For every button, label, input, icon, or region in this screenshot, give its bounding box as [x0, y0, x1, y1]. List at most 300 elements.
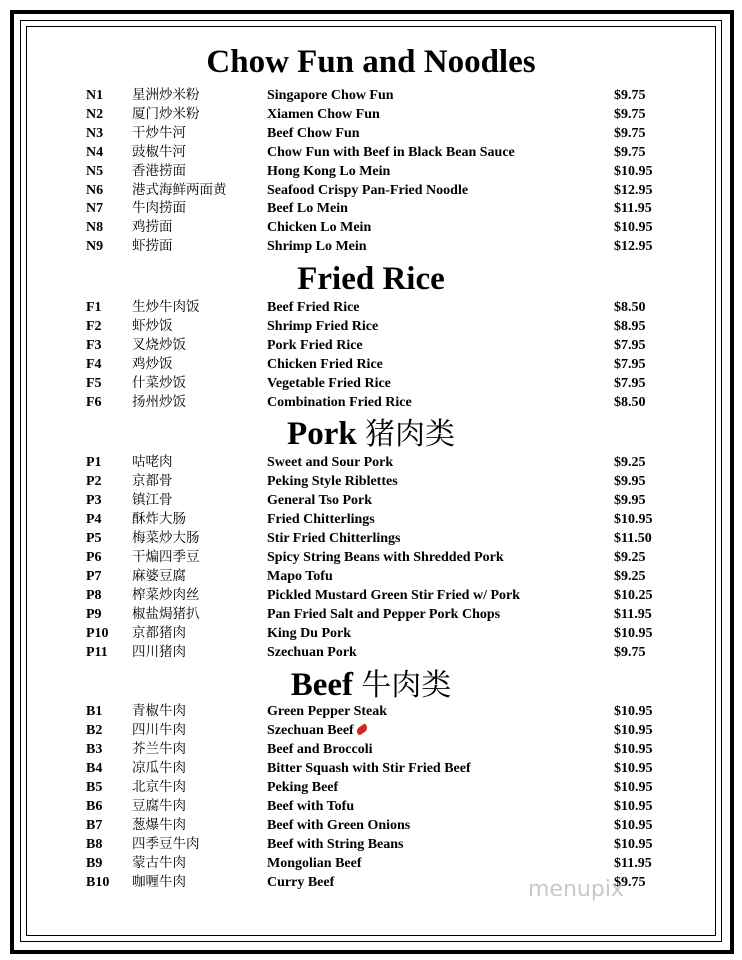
- item-code: [86, 529, 102, 548]
- item-name-en-text: King Du Pork: [267, 626, 352, 641]
- item-name-en-text: Beef with String Beans: [267, 837, 404, 852]
- item-code: [86, 298, 102, 317]
- item-name-zh: [132, 336, 186, 355]
- item-name-en-text: Shrimp Fried Rice: [267, 319, 379, 334]
- item-name-zh-text: 虾捞面: [132, 238, 173, 255]
- item-name-en: [267, 586, 520, 605]
- item-name-en: [267, 472, 398, 491]
- item-name-zh-text: 鸡捞面: [132, 219, 173, 236]
- item-code-text: P8: [86, 588, 102, 603]
- item-name-en: [267, 702, 387, 721]
- item-name-en: [267, 548, 504, 567]
- chili-pepper-icon: [355, 723, 369, 736]
- item-name-en-text: Seafood Crispy Pan-Fried Noodle: [267, 182, 469, 198]
- item-code: [86, 835, 102, 854]
- menu-item: [0, 873, 742, 892]
- item-name-zh: [132, 835, 200, 854]
- item-name-en-text: Green Pepper Steak: [267, 704, 388, 719]
- item-name-en: [267, 491, 372, 510]
- item-name-en: [267, 778, 338, 797]
- item-name-en: [267, 567, 333, 586]
- item-price-text: $10.25: [614, 588, 653, 603]
- item-code-text: B2: [86, 723, 103, 738]
- item-price-text: $9.75: [614, 144, 646, 160]
- item-price-text: $11.95: [614, 856, 652, 871]
- item-name-zh-text: 豉椒牛河: [132, 143, 186, 160]
- item-name-zh-text: 蒙古牛肉: [132, 855, 186, 871]
- item-name-en: [267, 86, 394, 105]
- menu-item: [0, 199, 742, 218]
- item-name-zh-text: 咖喱牛肉: [132, 874, 186, 890]
- item-code-text: B7: [86, 818, 103, 833]
- item-code-text: F6: [86, 395, 102, 410]
- item-code-text: P4: [86, 512, 102, 527]
- item-price-text: $8.95: [614, 319, 646, 334]
- item-name-zh-text: 麻婆豆腐: [132, 568, 186, 584]
- item-price: [614, 586, 653, 605]
- item-name-zh-text: 酥炸大肠: [132, 511, 186, 527]
- item-price: [614, 721, 653, 740]
- item-name-en: [267, 835, 404, 854]
- item-price: [614, 86, 646, 105]
- item-name-en: [267, 124, 360, 143]
- item-name-en: [267, 237, 367, 256]
- item-name-en: [267, 393, 412, 412]
- item-name-zh-text: 北京牛肉: [132, 779, 186, 795]
- item-price: [614, 181, 653, 200]
- item-name-zh: [132, 162, 186, 181]
- item-code: [86, 740, 102, 759]
- item-code-text: B4: [86, 761, 103, 776]
- item-code-text: N3: [86, 125, 104, 141]
- item-name-en: [267, 143, 515, 162]
- item-name-zh: [132, 374, 186, 393]
- item-name-en-text: Szechuan Pork: [267, 645, 357, 660]
- item-price-text: $10.95: [614, 723, 653, 738]
- item-code-text: N1: [86, 88, 104, 103]
- item-code: [86, 605, 102, 624]
- item-price-text: $7.95: [614, 376, 646, 391]
- item-price: [614, 702, 653, 721]
- item-code-text: B6: [86, 799, 103, 814]
- section-title-zh: 猪肉类: [364, 417, 455, 452]
- item-name-zh: [132, 143, 186, 162]
- item-price: [614, 317, 646, 336]
- item-price-text: $11.95: [614, 201, 652, 217]
- item-name-en: [267, 797, 354, 816]
- item-code: [86, 374, 102, 393]
- item-price-text: $10.95: [614, 626, 653, 641]
- item-name-en: [267, 721, 368, 740]
- item-name-zh: [132, 199, 186, 218]
- item-code: [86, 393, 102, 412]
- item-code: [86, 854, 102, 873]
- item-name-en: [267, 181, 468, 200]
- menu-item: [0, 393, 742, 412]
- menu-item: [0, 218, 742, 237]
- item-code: [86, 181, 103, 200]
- item-name-en-text: Beef with Tofu: [267, 799, 355, 814]
- item-name-en: [267, 510, 375, 529]
- item-price-text: $9.25: [614, 455, 646, 470]
- item-name-zh-text: 干炒牛河: [132, 124, 186, 141]
- item-price-text: $10.95: [614, 163, 653, 179]
- item-price: [614, 472, 646, 491]
- item-code: [86, 624, 109, 643]
- item-price: [614, 237, 653, 256]
- item-code: [86, 759, 102, 778]
- menu-item: [0, 605, 742, 624]
- section-title: [0, 261, 742, 297]
- item-price-text: $8.50: [614, 395, 646, 410]
- item-code: [86, 778, 102, 797]
- item-price-text: $9.75: [614, 88, 646, 103]
- menu-item: [0, 162, 742, 181]
- item-code: [86, 797, 102, 816]
- item-price: [614, 740, 653, 759]
- section-title-zh: 牛肉类: [361, 668, 452, 703]
- item-name-zh: [132, 778, 186, 797]
- item-name-en-text: Chicken Fried Rice: [267, 357, 383, 372]
- item-code-text: N7: [86, 201, 104, 217]
- menu-item: [0, 643, 742, 662]
- item-name-zh-text: 干煸四季豆: [132, 549, 200, 565]
- item-price-text: $8.50: [614, 300, 646, 315]
- item-name-en: [267, 873, 334, 892]
- item-name-en-text: Chow Fun with Beef in Black Bean Sauce: [267, 144, 515, 160]
- item-price-text: $10.95: [614, 799, 653, 814]
- item-name-en-text: Mapo Tofu: [267, 569, 333, 584]
- item-name-en-text: Chicken Lo Mein: [267, 220, 372, 236]
- menupix-watermark: menupix: [528, 877, 624, 902]
- item-price: [614, 624, 653, 643]
- item-name-en-text: Sweet and Sour Pork: [267, 455, 394, 470]
- item-name-zh-text: 星洲炒米粉: [132, 87, 200, 103]
- item-name-zh-text: 梅菜炒大肠: [132, 530, 200, 546]
- item-price: [614, 355, 646, 374]
- item-price-text: $9.75: [614, 125, 646, 141]
- item-code-text: N2: [86, 106, 104, 122]
- item-code-text: F4: [86, 357, 102, 372]
- item-name-en-text: Beef Lo Mein: [267, 201, 348, 217]
- item-code: [86, 336, 102, 355]
- item-price-text: $9.75: [614, 645, 646, 660]
- item-code: [86, 86, 103, 105]
- menu-item: [0, 586, 742, 605]
- item-code: [86, 355, 102, 374]
- item-name-zh: [132, 237, 173, 256]
- item-name-en-text: Beef with Green Onions: [267, 818, 411, 833]
- item-name-en-text: Shrimp Lo Mein: [267, 239, 367, 255]
- item-code-text: N4: [86, 144, 104, 160]
- item-name-en: [267, 740, 373, 759]
- item-code: [86, 586, 102, 605]
- item-name-zh-text: 叉烧炒饭: [132, 337, 186, 353]
- item-name-zh: [132, 298, 200, 317]
- menu-item: [0, 355, 742, 374]
- item-name-en-text: Singapore Chow Fun: [267, 88, 394, 103]
- item-name-zh: [132, 759, 186, 778]
- item-price: [614, 162, 653, 181]
- item-price: [614, 298, 646, 317]
- item-price-text: $10.95: [614, 704, 653, 719]
- item-name-zh: [132, 548, 200, 567]
- menu-item: [0, 702, 742, 721]
- item-name-zh-text: 四季豆牛肉: [132, 836, 200, 852]
- item-price: [614, 143, 646, 162]
- item-code: [86, 453, 102, 472]
- item-name-zh: [132, 854, 186, 873]
- item-name-zh: [132, 355, 173, 374]
- item-code: [86, 567, 102, 586]
- item-name-zh: [132, 624, 186, 643]
- item-name-en-text: Peking Style Riblettes: [267, 474, 398, 489]
- item-code-text: P10: [86, 626, 109, 641]
- section-title-en: Pork: [287, 416, 357, 452]
- item-name-en: [267, 854, 362, 873]
- item-name-en-text: General Tso Pork: [267, 493, 373, 508]
- item-price: [614, 605, 652, 624]
- menu-item: [0, 548, 742, 567]
- item-code-text: B10: [86, 875, 110, 890]
- item-name-en-text: Mongolian Beef: [267, 856, 362, 871]
- menu-item: [0, 336, 742, 355]
- item-price: [614, 491, 646, 510]
- item-name-zh: [132, 740, 186, 759]
- menu-item: [0, 472, 742, 491]
- item-price: [614, 124, 646, 143]
- item-name-en-text: Bitter Squash with Stir Fried Beef: [267, 761, 471, 776]
- item-name-en-text: Xiamen Chow Fun: [267, 106, 380, 122]
- item-code: [86, 162, 103, 181]
- item-name-zh: [132, 317, 173, 336]
- item-code: [86, 105, 103, 124]
- item-price-text: $7.95: [614, 338, 646, 353]
- menu-item: [0, 510, 742, 529]
- item-code-text: N5: [86, 163, 104, 179]
- item-name-en: [267, 816, 410, 835]
- item-code-text: N6: [86, 182, 104, 198]
- item-code-text: P6: [86, 550, 102, 565]
- item-code-text: B9: [86, 856, 103, 871]
- item-name-zh: [132, 510, 186, 529]
- item-price: [614, 510, 653, 529]
- item-price-text: $10.95: [614, 837, 653, 852]
- section-title: [0, 667, 742, 704]
- menu-item: [0, 624, 742, 643]
- menu-item: [0, 854, 742, 873]
- menu-item: [0, 797, 742, 816]
- item-name-zh-text: 京都猪肉: [132, 625, 186, 641]
- item-price: [614, 567, 646, 586]
- item-name-en-text: Beef Fried Rice: [267, 300, 360, 315]
- item-code-text: B8: [86, 837, 103, 852]
- item-name-zh-text: 镇江骨: [132, 492, 173, 508]
- item-code-text: N8: [86, 220, 104, 236]
- menu-item: [0, 237, 742, 256]
- item-name-zh: [132, 86, 200, 105]
- menu-item: [0, 778, 742, 797]
- item-code-text: P2: [86, 474, 102, 489]
- section-title: [0, 44, 742, 80]
- menu-item: [0, 181, 742, 200]
- menu-item: [0, 298, 742, 317]
- item-name-zh-text: 凉瓜牛肉: [132, 760, 186, 776]
- menu-item: [0, 529, 742, 548]
- item-price-text: $7.95: [614, 357, 646, 372]
- item-name-zh-text: 鸡炒饭: [132, 356, 173, 372]
- item-code-text: F3: [86, 338, 102, 353]
- item-name-en-text: Vegetable Fried Rice: [267, 376, 391, 391]
- item-price: [614, 854, 652, 873]
- item-name-en: [267, 453, 393, 472]
- item-price: [614, 374, 646, 393]
- item-price-text: $10.95: [614, 780, 653, 795]
- item-price-text: $9.25: [614, 550, 646, 565]
- menu-item: [0, 567, 742, 586]
- item-code-text: B3: [86, 742, 103, 757]
- item-code-text: P1: [86, 455, 102, 470]
- item-code-text: B1: [86, 704, 103, 719]
- item-price-text: $9.25: [614, 569, 646, 584]
- item-name-zh: [132, 643, 186, 662]
- item-price-text: $10.95: [614, 220, 653, 236]
- item-name-en: [267, 605, 500, 624]
- item-name-zh-text: 四川猪肉: [132, 644, 186, 660]
- section-title-en: Chow Fun and Noodles: [206, 44, 536, 80]
- item-name-en: [267, 529, 401, 548]
- item-name-en-text: Combination Fried Rice: [267, 395, 412, 410]
- item-name-en-text: Beef Chow Fun: [267, 125, 360, 141]
- item-code: [86, 721, 102, 740]
- item-name-en: [267, 298, 360, 317]
- item-name-en: [267, 374, 391, 393]
- item-price: [614, 199, 652, 218]
- item-price-text: $9.75: [614, 875, 646, 890]
- item-price-text: $12.95: [614, 239, 653, 255]
- item-code: [86, 218, 103, 237]
- menu-item: [0, 143, 742, 162]
- item-name-en: [267, 199, 348, 218]
- section-title-en: Beef: [290, 667, 354, 703]
- item-name-zh: [132, 529, 200, 548]
- item-name-zh-text: 扬州炒饭: [132, 394, 186, 410]
- item-price: [614, 453, 646, 472]
- item-code-text: B5: [86, 780, 103, 795]
- item-name-en: [267, 105, 380, 124]
- item-name-zh-text: 牛肉捞面: [132, 200, 186, 217]
- item-code: [86, 702, 102, 721]
- item-code: [86, 548, 102, 567]
- item-price: [614, 759, 653, 778]
- item-code-text: P7: [86, 569, 102, 584]
- item-price: [614, 797, 653, 816]
- item-price-text: $12.95: [614, 182, 653, 198]
- item-name-en-text: Szechuan Beef: [267, 723, 354, 738]
- menu-item: [0, 86, 742, 105]
- item-price-text: $10.95: [614, 818, 653, 833]
- item-name-zh-text: 芥兰牛肉: [132, 741, 186, 757]
- item-price: [614, 529, 652, 548]
- section-title: [0, 416, 742, 453]
- item-name-zh: [132, 453, 173, 472]
- item-code: [86, 143, 103, 162]
- item-name-zh: [132, 567, 186, 586]
- item-price-text: $10.95: [614, 761, 653, 776]
- item-code-text: F2: [86, 319, 102, 334]
- menu-item: [0, 816, 742, 835]
- item-code: [86, 643, 108, 662]
- item-code: [86, 510, 102, 529]
- item-code-text: F5: [86, 376, 102, 391]
- item-name-zh: [132, 702, 186, 721]
- item-name-en-text: Beef and Broccoli: [267, 742, 373, 757]
- item-name-zh-text: 香港捞面: [132, 162, 186, 179]
- item-price-text: $11.50: [614, 531, 652, 546]
- item-name-zh: [132, 124, 186, 143]
- item-name-en: [267, 218, 371, 237]
- item-price: [614, 393, 646, 412]
- item-name-zh: [132, 797, 186, 816]
- item-name-zh: [132, 218, 173, 237]
- item-name-en-text: Pan Fried Salt and Pepper Pork Chops: [267, 607, 501, 622]
- menu-item: [0, 374, 742, 393]
- item-code-text: P11: [86, 645, 108, 660]
- item-name-en-text: Hong Kong Lo Mein: [267, 163, 391, 179]
- item-code: [86, 491, 102, 510]
- item-price-text: $9.75: [614, 106, 646, 122]
- item-name-zh: [132, 605, 200, 624]
- item-code: [86, 199, 103, 218]
- item-code-text: N9: [86, 239, 104, 255]
- item-name-zh-text: 虾炒饭: [132, 318, 173, 334]
- item-name-en-text: Fried Chitterlings: [267, 512, 375, 527]
- item-price-text: $9.95: [614, 493, 646, 508]
- item-name-en-text: Curry Beef: [267, 875, 335, 890]
- item-price-text: $11.95: [614, 607, 652, 622]
- item-price: [614, 218, 653, 237]
- menu-item: [0, 721, 742, 740]
- item-name-en-text: Stir Fried Chitterlings: [267, 531, 401, 546]
- item-name-zh-text: 生炒牛肉饭: [132, 299, 200, 315]
- item-name-en: [267, 759, 471, 778]
- item-name-en: [267, 317, 378, 336]
- item-name-zh: [132, 181, 227, 200]
- item-price: [614, 778, 653, 797]
- item-code: [86, 124, 103, 143]
- item-name-zh: [132, 491, 173, 510]
- item-name-en-text: Pork Fried Rice: [267, 338, 363, 353]
- item-price: [614, 105, 646, 124]
- menu-item: [0, 453, 742, 472]
- menu-item: [0, 759, 742, 778]
- item-name-zh-text: 厦门炒米粉: [132, 105, 200, 122]
- item-name-zh: [132, 393, 186, 412]
- menu-item: [0, 124, 742, 143]
- item-name-zh-text: 港式海鲜两面黄: [132, 181, 227, 198]
- item-name-zh-text: 京都骨: [132, 473, 173, 489]
- item-code-text: P5: [86, 531, 102, 546]
- item-price-text: $9.95: [614, 474, 646, 489]
- item-name-zh: [132, 586, 200, 605]
- item-price: [614, 336, 646, 355]
- item-name-zh-text: 青椒牛肉: [132, 703, 186, 719]
- menu-item: [0, 740, 742, 759]
- item-code: [86, 237, 103, 256]
- item-price: [614, 816, 653, 835]
- item-price: [614, 548, 646, 567]
- item-name-zh-text: 豆腐牛肉: [132, 798, 186, 814]
